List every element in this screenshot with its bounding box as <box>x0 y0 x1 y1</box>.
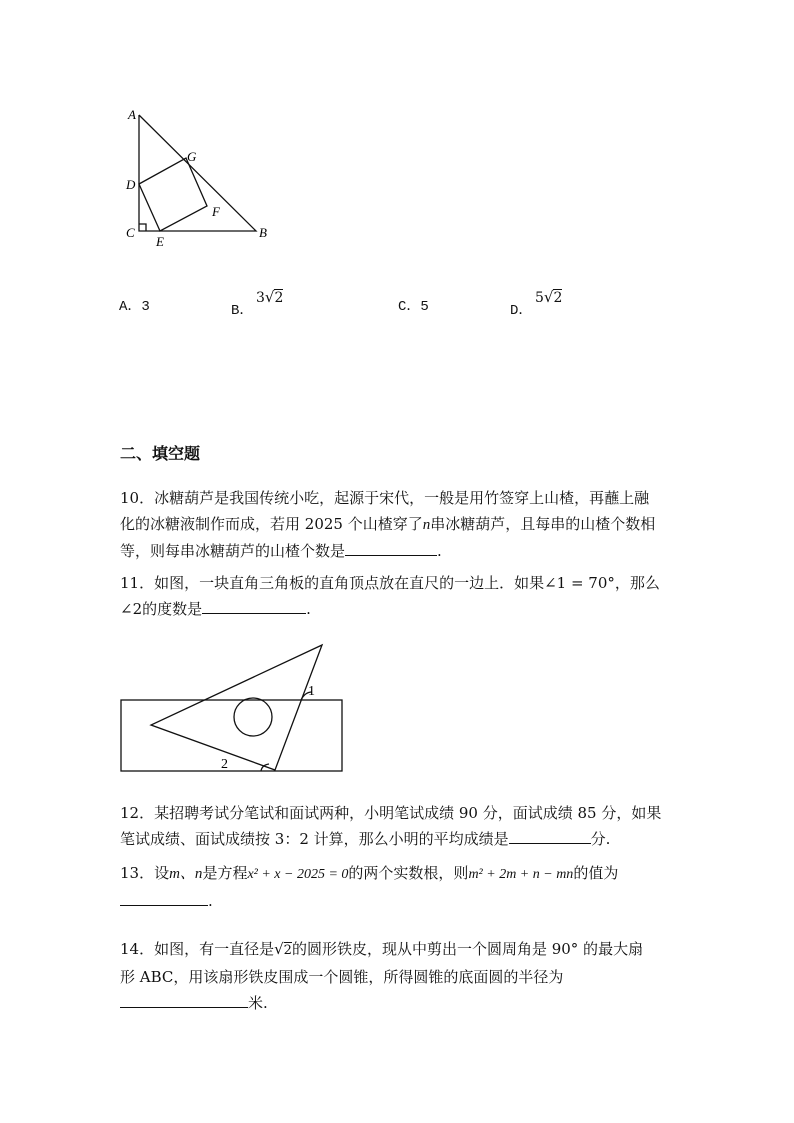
label-b: B <box>259 225 267 240</box>
square-degf <box>139 158 207 231</box>
triangle-abc <box>139 115 256 231</box>
section-title: 二、填空题 <box>120 444 201 463</box>
label-e: E <box>156 234 164 249</box>
label-g: G <box>187 149 197 164</box>
answer-blank[interactable] <box>345 539 437 556</box>
label-f: F <box>212 204 220 219</box>
set-square-hole <box>234 698 272 736</box>
right-angle-mark <box>139 224 146 231</box>
option-d-value: 5√2 <box>535 288 563 306</box>
triangle-square-figure <box>110 100 290 250</box>
question-14: 14．如图，有一直径是√2的圆形铁皮，现从中剪出一个圆周角是 90° 的最大扇 形 ABC，用该扇形铁皮围成一个圆锥，所得圆锥的底面圆的半径为 米. <box>120 940 644 1012</box>
label-a: A <box>128 107 136 122</box>
option-b-value: 3√2 <box>256 288 284 306</box>
option-d: D． <box>510 303 533 319</box>
answer-blank[interactable] <box>202 597 306 614</box>
option-b: B． <box>231 303 254 319</box>
question-13: 13．设m、n是方程x² + x − 2025 = 0的两个实数根，则m² + 2m + n − mn的值为 . <box>120 864 619 910</box>
answer-blank[interactable] <box>509 827 591 844</box>
question-12: 12．某招聘考试分笔试和面试两种，小明笔试成绩 90 分，面试成绩 85 分，如果 笔试成绩、面试成绩按 3：2 计算，那么小明的平均成绩是 分. <box>120 804 662 848</box>
option-a: A．3 <box>119 299 150 315</box>
answer-blank[interactable] <box>120 991 248 1008</box>
ruler-triangle-figure <box>115 640 350 780</box>
angle-1-label: 1 <box>308 684 315 699</box>
ruler <box>121 700 342 771</box>
angle-2-label: 2 <box>221 757 228 772</box>
label-d: D <box>126 177 136 192</box>
answer-blank[interactable] <box>120 889 208 906</box>
question-10: 10．冰糖葫芦是我国传统小吃，起源于宋代，一般是用竹签穿上山楂，再蘸上融 化的冰糖液制作而成，若用 2025 个山楂穿了n串冰糖葫芦，且每串的山楂个数相 等，则每串冰糖葫芦的山楂个数是 . <box>120 489 656 560</box>
option-c: C．5 <box>398 299 429 315</box>
label-c: C <box>126 225 135 240</box>
question-11: 11．如图，一块直角三角板的直角顶点放在直尺的一边上．如果∠1 = 70°，那么 ∠2的度数是 . <box>120 574 660 618</box>
